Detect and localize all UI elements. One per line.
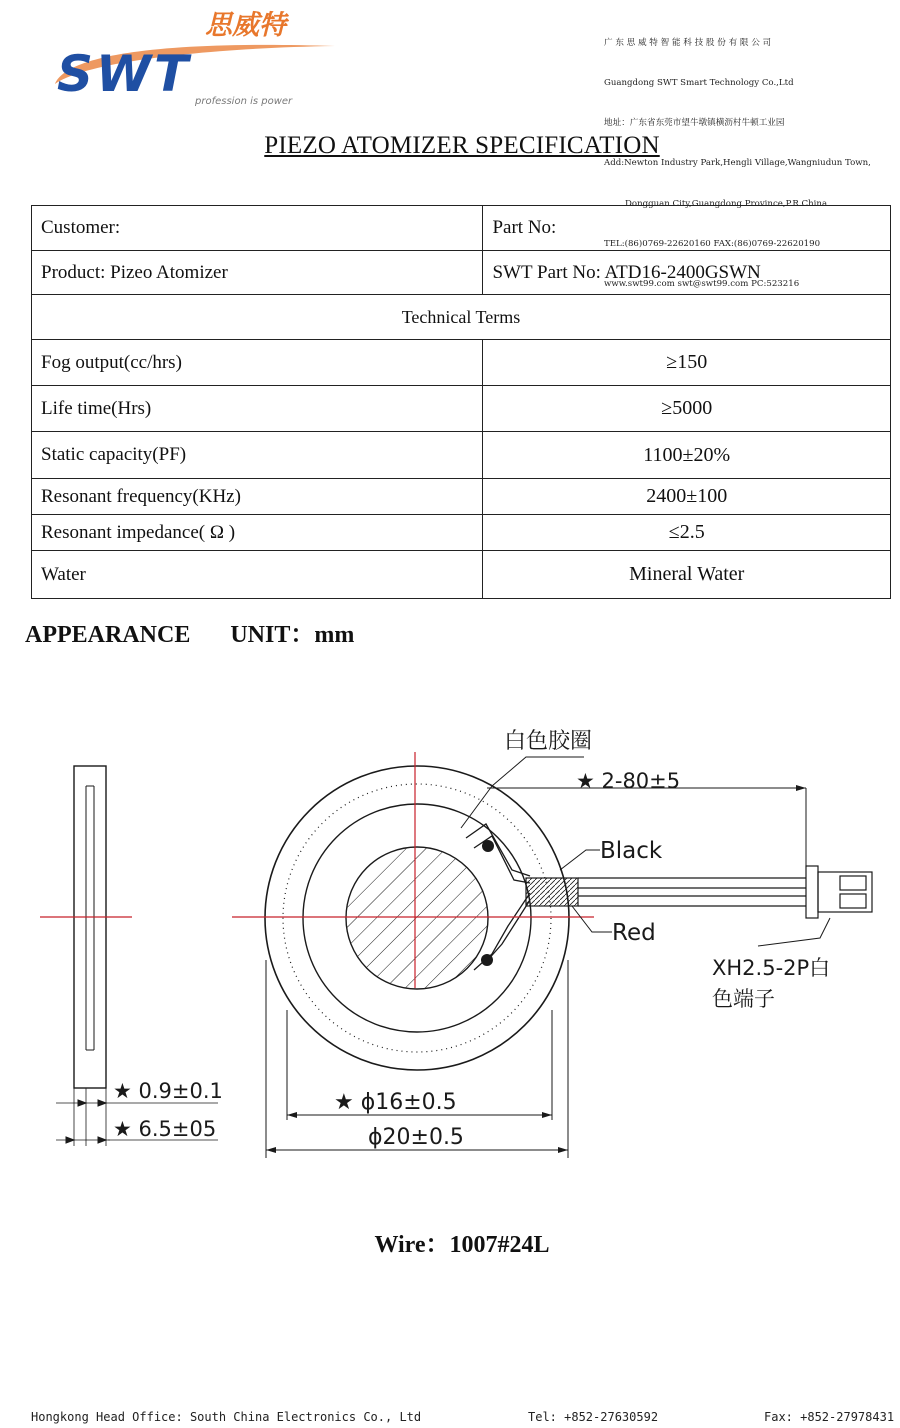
spec-name: Resonant impedance( Ω ) [32, 515, 483, 551]
logo-tagline: profession is power [195, 96, 293, 107]
connector-label: XH2.5-2P白 [712, 956, 831, 980]
company-line: 广 东 思 威 特 智 能 科 技 股 份 有 限 公 司 [604, 37, 772, 48]
company-line: TEL:(86)0769-22620160 FAX:(86)0769-22620190 [604, 238, 821, 249]
company-line: Dongguan City,Guangdong Province,P.R.China [625, 198, 828, 209]
black-solder-point [482, 840, 494, 852]
atomizer-drawing [0, 700, 900, 1180]
connector-label-2: 色端子 [712, 987, 775, 1011]
spec-value: 2400±100 [483, 479, 891, 515]
red-wire-label: Red [612, 920, 656, 946]
company-line: www.swt99.com swt@swt99.com PC:523216 [604, 279, 800, 290]
company-line: Guangdong SWT Smart Technology Co.,Ltd [604, 78, 794, 89]
unit-label: UNIT：mm [230, 622, 355, 648]
thickness-dimension-2: ★ 6.5±05 [113, 1117, 217, 1141]
spec-name: Resonant frequency(KHz) [32, 479, 483, 515]
thickness-dimension-1: ★ 0.9±0.1 [113, 1079, 223, 1103]
company-line: Add:Newton Industry Park,Hengli Village,Wangniudun Town, [604, 158, 871, 169]
spec-name: Static capacity(PF) [32, 432, 483, 479]
spec-name: Water [32, 551, 483, 599]
table-row [32, 432, 891, 479]
wire-bundle [526, 866, 872, 918]
table-row [32, 295, 891, 340]
table-row [32, 479, 891, 515]
white-ring-label: 白色胶圈 [504, 729, 593, 754]
logo-chinese-name: 思威特 [205, 10, 286, 41]
spec-value: Mineral Water [483, 551, 891, 599]
black-wire-label: Black [600, 838, 663, 864]
document-title: PIEZO ATOMIZER SPECIFICATION [264, 132, 660, 159]
part-no-cell: Part No: [483, 206, 891, 251]
spec-name: Fog output(cc/hrs) [32, 340, 483, 386]
inner-diameter-dimension: ★ ϕ16±0.5 [334, 1090, 457, 1115]
product-cell: Product: Pizeo Atomizer [32, 251, 483, 295]
spec-name: Life time(Hrs) [32, 386, 483, 432]
technical-terms-heading: Technical Terms [32, 295, 891, 340]
swt-part-no-cell: SWT Part No: ATD16-2400GSWN [483, 251, 891, 295]
red-solder-point [481, 954, 493, 966]
footer-fax: Fax: +852-27978431 [764, 1410, 895, 1424]
swt-logo [55, 6, 345, 108]
footer-tel: Tel: +852-27630592 [528, 1410, 659, 1424]
ceramic-hatch [340, 840, 500, 1000]
spec-table [31, 205, 891, 599]
appearance-label: APPEARANCE [25, 622, 191, 648]
table-row [32, 551, 891, 599]
table-row [32, 340, 891, 386]
table-row [32, 206, 891, 251]
appearance-heading [25, 614, 354, 649]
wire-spec: Wire：1007#24L [374, 1232, 550, 1258]
table-row [32, 251, 891, 295]
table-row [32, 515, 891, 551]
wire-length-dimension: ★ 2-80±5 [576, 769, 681, 793]
footer-office: Hongkong Head Office: South China Electronics Co., Ltd [31, 1410, 422, 1424]
outer-diameter-dimension: ϕ20±0.5 [368, 1125, 464, 1150]
spec-value: ≥5000 [483, 386, 891, 432]
company-line: 地址：广东省东莞市望牛墩镇横沥村牛顿工业园 [604, 118, 785, 129]
spec-value: ≤2.5 [483, 515, 891, 551]
table-row [32, 386, 891, 432]
logo-swt-text: SWT [57, 45, 192, 103]
customer-cell: Customer: [32, 206, 483, 251]
spec-value: ≥150 [483, 340, 891, 386]
spec-value: 1100±20% [483, 432, 891, 479]
